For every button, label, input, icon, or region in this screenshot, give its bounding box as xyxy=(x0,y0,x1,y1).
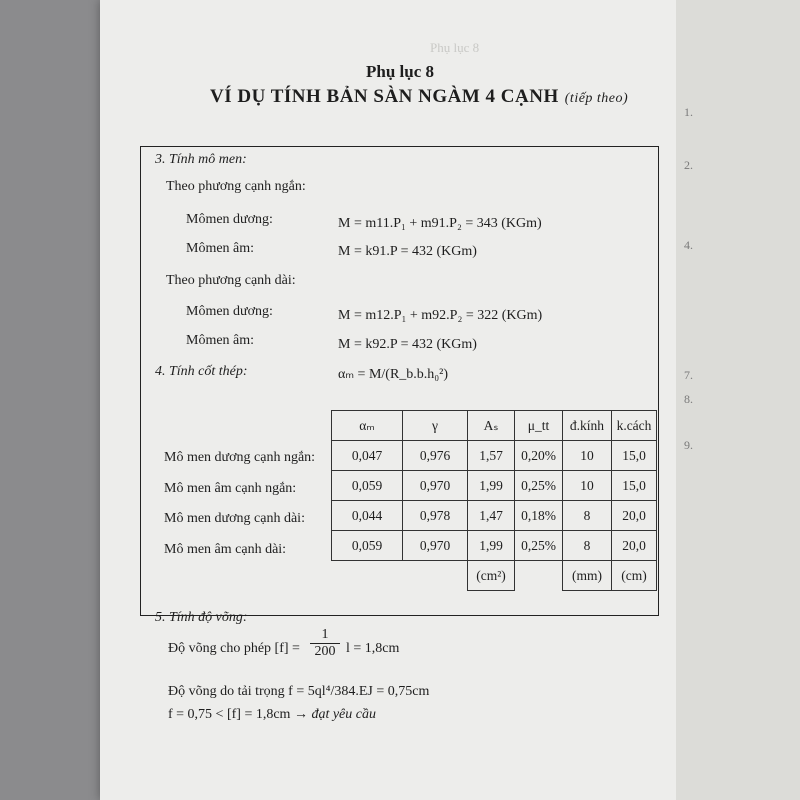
short-positive-formula: M = m11.P₁ + m91.P₂ = 343 (KGm) xyxy=(338,216,542,231)
alpha-formula: αₘ = M/(R_b.b.h₀²) xyxy=(338,367,449,382)
table-header-row xyxy=(332,411,657,441)
section4-heading: 4. Tính cốt thép: xyxy=(155,364,248,379)
check-result: đạt yêu cầu xyxy=(311,707,376,722)
table-cell: 0,970 xyxy=(403,531,468,561)
allowable-deflection-label: Độ võng cho phép [f] = xyxy=(168,641,300,656)
row-label: Mô men dương cạnh ngắn: xyxy=(164,450,316,465)
table-cell: 0,047 xyxy=(332,441,403,471)
table-cell: 1,99 xyxy=(468,471,515,501)
table-cell: 0,25% xyxy=(515,531,563,561)
page-title xyxy=(210,86,628,108)
bleed-through-text: Phụ lục 8 xyxy=(430,40,480,55)
title-text: VÍ DỤ TÍNH BẢN SÀN NGÀM 4 CẠNH xyxy=(210,86,559,107)
unit-area: (cm²) xyxy=(468,561,515,591)
table-row xyxy=(332,471,657,501)
short-positive-label: Mômen dương: xyxy=(186,212,273,227)
table-cell: 10 xyxy=(563,471,612,501)
table-cell: 15,0 xyxy=(612,441,657,471)
table-cell: 1,47 xyxy=(468,501,515,531)
table-cell: 0,970 xyxy=(403,471,468,501)
short-negative-label: Mômen âm: xyxy=(186,241,255,256)
section5-heading: 5. Tính độ võng: xyxy=(155,610,248,625)
table-cell: 10 xyxy=(563,441,612,471)
check-text: f = 0,75 < [f] = 1,8cm → xyxy=(168,707,308,722)
load-deflection-line: Độ võng do tải trọng f = 5ql⁴/384.EJ = 0,75cm xyxy=(168,684,430,699)
long-direction-label: Theo phương cạnh dài: xyxy=(166,273,296,288)
table-row xyxy=(332,441,657,471)
table-cell: 0,976 xyxy=(403,441,468,471)
short-negative-formula: M = k91.P = 432 (KGm) xyxy=(338,244,477,259)
fraction-numerator: 1 xyxy=(310,627,340,644)
row-label: Mô men âm cạnh dài: xyxy=(164,542,287,557)
table-cell: 8 xyxy=(563,501,612,531)
title-suffix: (tiếp theo) xyxy=(564,91,629,106)
table-cell: 1,57 xyxy=(468,441,515,471)
table-cell: 0,059 xyxy=(332,471,403,501)
table-cell: 0,059 xyxy=(332,531,403,561)
allowable-deflection-value: l = 1,8cm xyxy=(346,641,400,656)
table-cell: 1,99 xyxy=(468,531,515,561)
adjacent-page-edge: 1. 2. 4. 7. 8. 9. xyxy=(676,0,800,800)
unit-spacing: (cm) xyxy=(612,561,657,591)
row-label: Mô men âm cạnh ngắn: xyxy=(164,481,297,496)
row-label: Mô men dương cạnh dài: xyxy=(164,511,305,526)
reinforcement-table xyxy=(331,410,657,591)
document-page xyxy=(100,0,700,800)
fraction xyxy=(310,627,340,660)
table-cell: 15,0 xyxy=(612,471,657,501)
table-cell: 0,044 xyxy=(332,501,403,531)
header-alpha: αₘ xyxy=(332,411,403,441)
header-gamma: γ xyxy=(403,411,468,441)
table-cell: 20,0 xyxy=(612,531,657,561)
table-cell: 20,0 xyxy=(612,501,657,531)
long-negative-formula: M = k92.P = 432 (KGm) xyxy=(338,337,477,352)
short-direction-label: Theo phương cạnh ngắn: xyxy=(166,179,306,194)
table-row xyxy=(332,501,657,531)
table-units-row xyxy=(332,561,657,591)
unit-diameter: (mm) xyxy=(563,561,612,591)
table-cell: 0,25% xyxy=(515,471,563,501)
long-positive-formula: M = m12.P₁ + m92.P₂ = 322 (KGm) xyxy=(338,308,543,323)
table-cell: 0,978 xyxy=(403,501,468,531)
table-cell: 0,20% xyxy=(515,441,563,471)
table-cell: 0,18% xyxy=(515,501,563,531)
long-positive-label: Mômen dương: xyxy=(186,304,273,319)
fraction-denominator: 200 xyxy=(314,644,336,659)
header-mu: μ_tt xyxy=(515,411,563,441)
header-as: Aₛ xyxy=(468,411,515,441)
check-line xyxy=(168,707,376,723)
table-row xyxy=(332,531,657,561)
header-spacing: k.cách xyxy=(612,411,657,441)
long-negative-label: Mômen âm: xyxy=(186,333,255,348)
header-diameter: đ.kính xyxy=(563,411,612,441)
table-cell: 8 xyxy=(563,531,612,561)
appendix-heading: Phụ lục 8 xyxy=(365,62,435,81)
section3-heading: 3. Tính mô men: xyxy=(155,152,247,167)
